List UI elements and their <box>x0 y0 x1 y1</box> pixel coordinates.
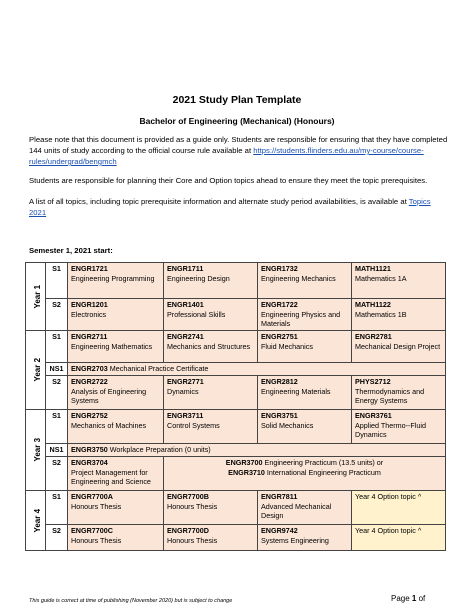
topic-cell: ENGR3711 Control Systems <box>164 410 258 444</box>
topics-text: A list of all topics, including topic prerequisite information and alternate study period availabilities, is available at <box>29 197 409 206</box>
topic-cell: ENGR1721 Engineering Programming <box>68 263 164 299</box>
intro-paragraph <box>29 134 449 167</box>
topic-cell: ENGR1722 Engineering Physics and Materials <box>258 299 352 331</box>
topic-cell: ENGR2711 Engineering Mathematics <box>68 331 164 363</box>
option-topic-cell: Year 4 Option topic ^ <box>352 525 446 551</box>
page-title: 2021 Study Plan Template <box>172 94 302 106</box>
topic-cell: ENGR7811 Advanced Mechanical Design <box>258 491 352 525</box>
topic-cell: ENGR2722 Analysis of Engineering Systems <box>68 376 164 410</box>
slot-label: S2 <box>46 376 68 410</box>
slot-label: S1 <box>46 263 68 299</box>
semester-start-label: Semester 1, 2021 start: <box>29 246 113 255</box>
study-plan-table <box>25 262 446 551</box>
topic-cell: ENGR2751 Fluid Mechanics <box>258 331 352 363</box>
topic-cell: ENGR3761 Applied Thermo--Fluid Dynamics <box>352 410 446 444</box>
topics-paragraph <box>29 196 449 218</box>
topic-cell: ENGR1732 Engineering Mechanics <box>258 263 352 299</box>
topic-cell: ENGR1401 Professional Skills <box>164 299 258 331</box>
year-label: Year 4 <box>26 491 46 551</box>
year-label: Year 3 <box>26 410 46 491</box>
topic-cell: ENGR7700D Honours Thesis <box>164 525 258 551</box>
table-row <box>26 410 446 444</box>
table-row <box>26 525 446 551</box>
topic-cell: ENGR3750 Workplace Preparation (0 units) <box>68 444 446 457</box>
table-row <box>26 444 446 457</box>
practicum-cell: ENGR3700 Engineering Practicum (13.5 units) or ENGR3710 International Engineering Practicum <box>164 457 446 491</box>
table-row <box>26 331 446 363</box>
topic-cell: ENGR7700C Honours Thesis <box>68 525 164 551</box>
slot-label: S2 <box>46 525 68 551</box>
topic-cell: ENGR2741 Mechanics and Structures <box>164 331 258 363</box>
slot-label: S1 <box>46 491 68 525</box>
topic-cell: ENGR3704 Project Management for Engineering and Science <box>68 457 164 491</box>
planning-paragraph: Students are responsible for planning their Core and Option topics ahead to ensure they meet the topic prerequisites. <box>29 176 428 185</box>
topic-cell: ENGR1201 Electronics <box>68 299 164 331</box>
topic-cell: ENGR2771 Dynamics <box>164 376 258 410</box>
page-number: Page 1 of <box>391 594 426 603</box>
course-rule-link[interactable]: https://students.flinders.edu.au/my-course/course-rules/undergrad/bengmch <box>29 146 424 166</box>
topic-cell: MATH1122 Mathematics 1B <box>352 299 446 331</box>
slot-label: S2 <box>46 457 68 491</box>
topic-cell: ENGR3751 Solid Mechanics <box>258 410 352 444</box>
table-row <box>26 491 446 525</box>
option-topic-cell: Year 4 Option topic ^ <box>352 491 446 525</box>
topic-cell: ENGR7700B Honours Thesis <box>164 491 258 525</box>
slot-label: NS1 <box>46 363 68 376</box>
topic-cell: ENGR2752 Mechanics of Machines <box>68 410 164 444</box>
slot-label: NS1 <box>46 444 68 457</box>
slot-label: S1 <box>46 331 68 363</box>
topic-cell: ENGR2703 Mechanical Practice Certificate <box>68 363 446 376</box>
year-label: Year 1 <box>26 263 46 331</box>
table-row <box>26 263 446 299</box>
table-row <box>26 457 446 491</box>
slot-label: S2 <box>46 299 68 331</box>
topic-cell: ENGR7700A Honours Thesis <box>68 491 164 525</box>
topic-cell: ENGR2781 Mechanical Design Project <box>352 331 446 363</box>
topic-cell: MATH1121 Mathematics 1A <box>352 263 446 299</box>
year-label: Year 2 <box>26 331 46 410</box>
table-row <box>26 299 446 331</box>
table-row <box>26 376 446 410</box>
table-row <box>26 363 446 376</box>
footer-disclaimer: This guide is correct at time of publishing (November 2020) but is subject to change <box>29 598 233 604</box>
topic-cell: ENGR9742 Systems Engineering <box>258 525 352 551</box>
slot-label: S1 <box>46 410 68 444</box>
topic-cell: ENGR2812 Engineering Materials <box>258 376 352 410</box>
intro-text: Please note that this document is provided as a guide only. Students are responsible for ensuring that they have completed 144 units of study according to the official course rule available at <box>29 135 448 155</box>
topics-link[interactable]: Topics 2021 <box>29 197 431 217</box>
page-subtitle: Bachelor of Engineering (Mechanical) (Honours) <box>139 116 335 126</box>
topic-cell: PHYS2712 Thermodynamics and Energy Systems <box>352 376 446 410</box>
topic-cell: ENGR1711 Engineering Design <box>164 263 258 299</box>
